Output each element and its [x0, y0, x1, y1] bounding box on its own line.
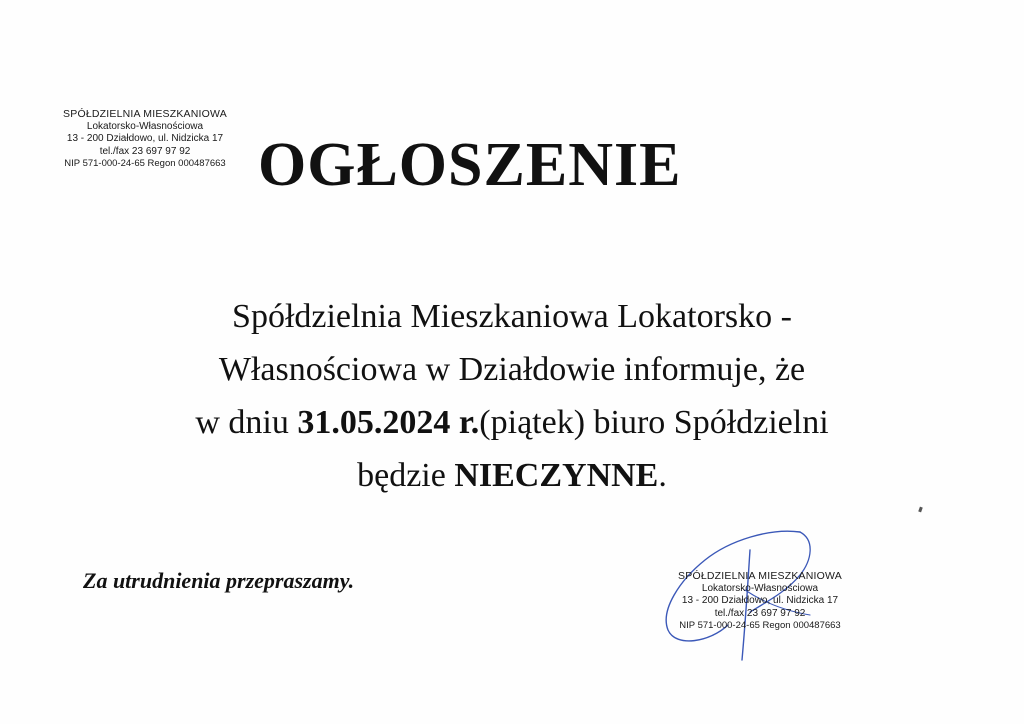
- paper-speck: [918, 507, 923, 513]
- closed-notice: NIECZYNNE: [454, 457, 659, 494]
- stamp-address: 13 - 200 Działdowo, ul. Nidzicka 17: [681, 595, 839, 606]
- closure-date: 31.05.2024 r.: [297, 404, 480, 441]
- body-line-4: [60, 449, 964, 502]
- body-line-4-suffix: .: [658, 457, 667, 494]
- stamp-tax-ids: NIP 571-000-24-65 Regon 000487663: [679, 620, 841, 631]
- stamp-name: SPÓŁDZIELNIA MIESZKANIOWA: [63, 108, 227, 120]
- cooperative-stamp-header: [55, 108, 235, 171]
- body-line-1: Spółdzielnia Mieszkaniowa Lokatorsko -: [232, 298, 792, 335]
- body-line-2: Własnościowa w Działdowie informuje, że: [218, 351, 806, 388]
- stamp-name: SPÓŁDZIELNIA MIESZKANIOWA: [678, 570, 842, 582]
- body-line-3: [60, 396, 964, 449]
- body-line-3-prefix: w dniu: [195, 404, 298, 441]
- stamp-type: Lokatorsko-Własnościowa: [701, 582, 819, 594]
- stamp-type: Lokatorsko-Własnościowa: [86, 120, 204, 132]
- stamp-phone: tel./fax 23 697 97 92: [714, 607, 806, 619]
- page-title: OGŁOSZENIE: [258, 131, 682, 199]
- body-line-3-suffix: (piątek) biuro Spółdzielni: [479, 404, 829, 441]
- stamp-tax-ids: NIP 571-000-24-65 Regon 000487663: [64, 158, 226, 169]
- stamp-address: 13 - 200 Działdowo, ul. Nidzicka 17: [66, 133, 224, 144]
- apology-text: Za utrudnienia przepraszamy.: [83, 568, 355, 593]
- cooperative-stamp-footer: [668, 570, 852, 633]
- stamp-phone: tel./fax 23 697 97 92: [99, 145, 191, 157]
- announcement-body: [60, 290, 964, 502]
- body-line-4-prefix: będzie: [357, 457, 455, 494]
